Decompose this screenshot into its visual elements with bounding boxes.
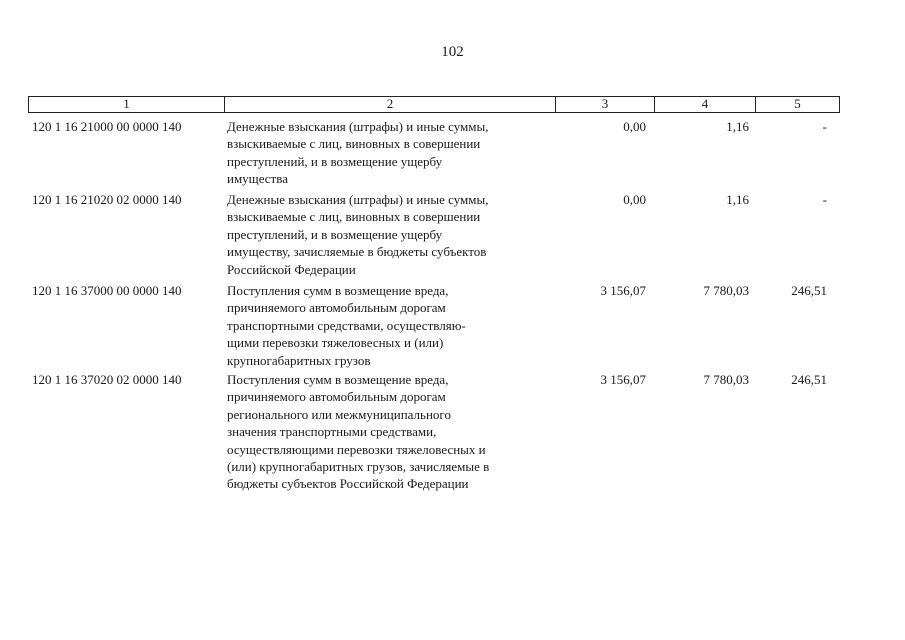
description-line: преступлений, и в возмещение ущербу	[227, 226, 443, 242]
description-line: преступлений, и в возмещение ущербу	[227, 153, 443, 169]
row-value-col3: 3 156,07	[600, 372, 646, 387]
row-code: 120 1 16 21000 00 0000 140	[32, 119, 182, 134]
description-line: имущества	[227, 171, 288, 187]
description-line: значения транспортными средствами,	[227, 424, 437, 440]
description-line: (или) крупногабаритных грузов, зачисляемые в	[227, 459, 490, 475]
row-description	[227, 282, 547, 369]
row-description	[227, 118, 547, 188]
description-line: Поступления сумм в возмещение вреда,	[227, 283, 449, 298]
description-line: Российской Федерации	[227, 261, 356, 277]
description-line: транспортными средствами, осуществляю-	[227, 317, 466, 333]
description-line: имуществу, зачисляемые в бюджеты субъектов	[227, 244, 487, 260]
row-value-col4: 7 780,03	[703, 283, 749, 298]
row-value-col4: 1,16	[726, 119, 749, 134]
description-line: взыскиваемые с лиц, виновных в совершении	[227, 209, 481, 225]
row-value-col5: 246,51	[791, 372, 827, 387]
header-cell-4: 4	[655, 97, 756, 112]
description-line: Денежные взыскания (штрафы) и иные суммы,	[227, 119, 489, 134]
row-value-col5: -	[822, 119, 827, 134]
description-line: крупногабаритных грузов	[227, 352, 371, 368]
header-cell-2: 2	[225, 97, 556, 112]
row-value-col3: 3 156,07	[600, 283, 646, 298]
description-line: Поступления сумм в возмещение вреда,	[227, 372, 449, 387]
row-value-col4: 7 780,03	[703, 372, 749, 387]
header-cell-5: 5	[794, 96, 801, 111]
description-line: регионального или межмуниципального	[227, 406, 451, 422]
row-value-col3: 0,00	[623, 192, 646, 207]
header-cell-3: 3	[556, 97, 655, 112]
row-value-col4: 1,16	[726, 192, 749, 207]
description-line: причиняемого автомобильным дорогам	[227, 300, 446, 316]
description-line: щими перевозки тяжеловесных и (или)	[227, 335, 444, 351]
row-value-col5: 246,51	[791, 283, 827, 298]
row-code: 120 1 16 21020 02 0000 140	[32, 192, 182, 207]
page-number: 102	[441, 44, 464, 60]
row-value-col5: -	[822, 192, 827, 207]
description-line: Денежные взыскания (штрафы) и иные суммы,	[227, 192, 489, 207]
description-line: осуществляющими перевозки тяжеловесных и	[227, 441, 486, 457]
description-line: бюджеты субъектов Российской Федерации	[227, 476, 469, 492]
row-description	[227, 191, 547, 278]
header-cell-1: 1	[29, 97, 225, 112]
table-header	[28, 96, 840, 113]
row-code: 120 1 16 37000 00 0000 140	[32, 283, 182, 298]
description-line: взыскиваемые с лиц, виновных в совершении	[227, 136, 481, 152]
description-line: причиняемого автомобильным дорогам	[227, 389, 446, 405]
row-code: 120 1 16 37020 02 0000 140	[32, 372, 182, 387]
row-value-col3: 0,00	[623, 119, 646, 134]
row-description	[227, 371, 547, 493]
